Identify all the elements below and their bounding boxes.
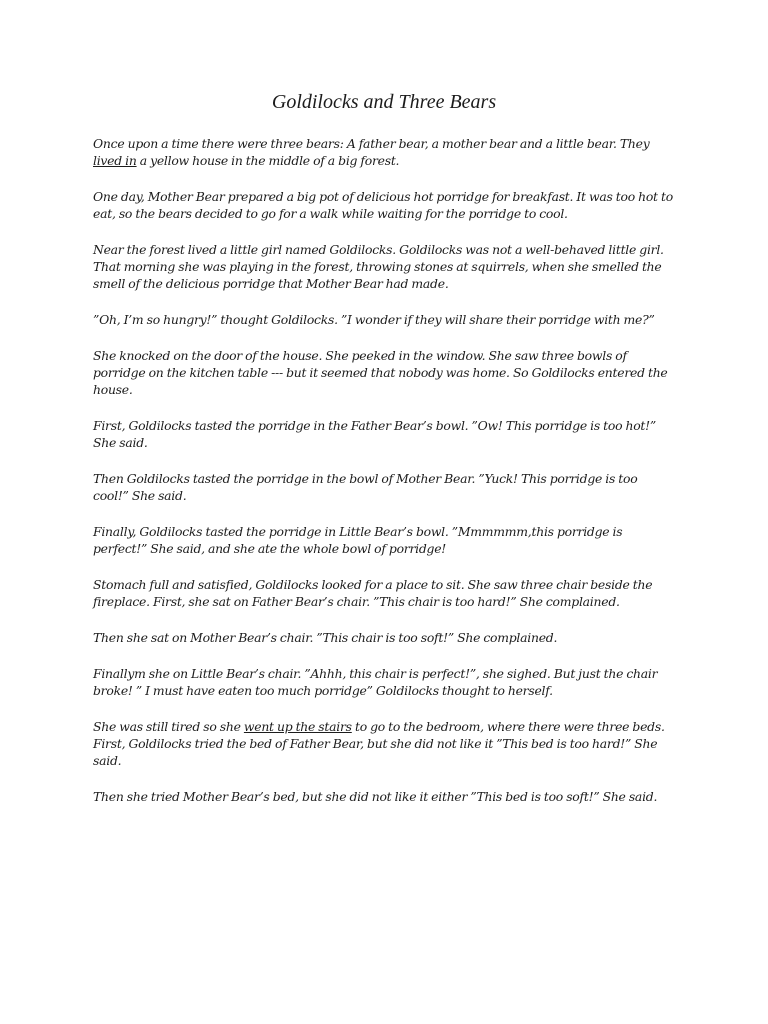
paragraph-text: Then she sat on Mother Bear’s chair. ”This chair is too soft!” She complained. bbox=[93, 630, 558, 645]
paragraph-text: Near the forest lived a little girl named Goldilocks. Goldilocks was not a well-behaved little girl. That morning she was playing in the forest, throwing stones at squirrels, when she smelled the smell of the delicious porridge that Mother Bear had made. bbox=[93, 242, 664, 291]
paragraph-text: Then she tried Mother Bear’s bed, but she did not like it either ”This bed is too soft!” She said. bbox=[93, 789, 658, 804]
paragraph-text: Once upon a time there were three bears: A father bear, a mother bear and a little bear. They bbox=[93, 136, 650, 151]
story-paragraph bbox=[93, 629, 673, 646]
paragraph-text: Finallym she on Little Bear’s chair. ”Ahhh, this chair is perfect!”, she sighed. But just the chair broke! ” I must have eaten too much porridge” Goldilocks thought to herself. bbox=[93, 666, 658, 698]
paragraph-text: First, Goldilocks tasted the porridge in the Father Bear’s bowl. ”Ow! This porridge is too hot!” She said. bbox=[93, 418, 656, 450]
paragraph-text: Finally, Goldilocks tasted the porridge in Little Bear’s bowl. ”Mmmmmm,this porridge is perfect!” She said, and she ate the whole bowl of porridge! bbox=[93, 524, 623, 556]
story-paragraph bbox=[93, 188, 673, 222]
paragraph-text: Stomach full and satisfied, Goldilocks looked for a place to sit. She saw three chair beside the fireplace. First, she sat on Father Bear’s chair. ”This chair is too hard!” She complained. bbox=[93, 577, 653, 609]
story-paragraph bbox=[93, 665, 673, 699]
story-paragraph bbox=[93, 470, 673, 504]
story-paragraph bbox=[93, 311, 673, 328]
story-paragraph bbox=[93, 576, 673, 610]
story-paragraph bbox=[93, 523, 673, 557]
story-paragraph bbox=[93, 347, 673, 398]
paragraph-text: Then Goldilocks tasted the porridge in the bowl of Mother Bear. ”Yuck! This porridge is too cool!” She said. bbox=[93, 471, 638, 503]
story-paragraph bbox=[93, 241, 673, 292]
story-paragraph bbox=[93, 788, 673, 805]
paragraph-text: ”Oh, I’m so hungry!” thought Goldilocks. ”I wonder if they will share their porridge with me?” bbox=[93, 312, 655, 327]
paragraph-text: One day, Mother Bear prepared a big pot of delicious hot porridge for breakfast. It was too hot to eat, so the bears decided to go for a walk while waiting for the porridge to cool. bbox=[93, 189, 673, 221]
paragraph-text: to go to the bedroom, where there were three beds. First, Goldilocks tried the bed of Father Bear, but she did not like it ”This bed is too hard!” She said. bbox=[93, 719, 665, 768]
document-title: Goldilocks and Three Bears bbox=[271, 91, 497, 113]
story-paragraph bbox=[93, 417, 673, 451]
paragraph-text: She was still tired so she bbox=[93, 719, 244, 734]
story-paragraph bbox=[93, 135, 673, 169]
underlined-phrase: went up the stairs bbox=[243, 719, 352, 734]
story-paragraph bbox=[93, 718, 673, 769]
paragraph-text: She knocked on the door of the house. She peeked in the window. She saw three bowls of porridge on the kitchen table --- but it seemed that nobody was home. So Goldilocks entered the house. bbox=[93, 348, 668, 397]
paragraph-text: a yellow house in the middle of a big forest. bbox=[136, 153, 400, 168]
story-body bbox=[93, 135, 673, 824]
underlined-phrase: lived in bbox=[93, 153, 137, 168]
